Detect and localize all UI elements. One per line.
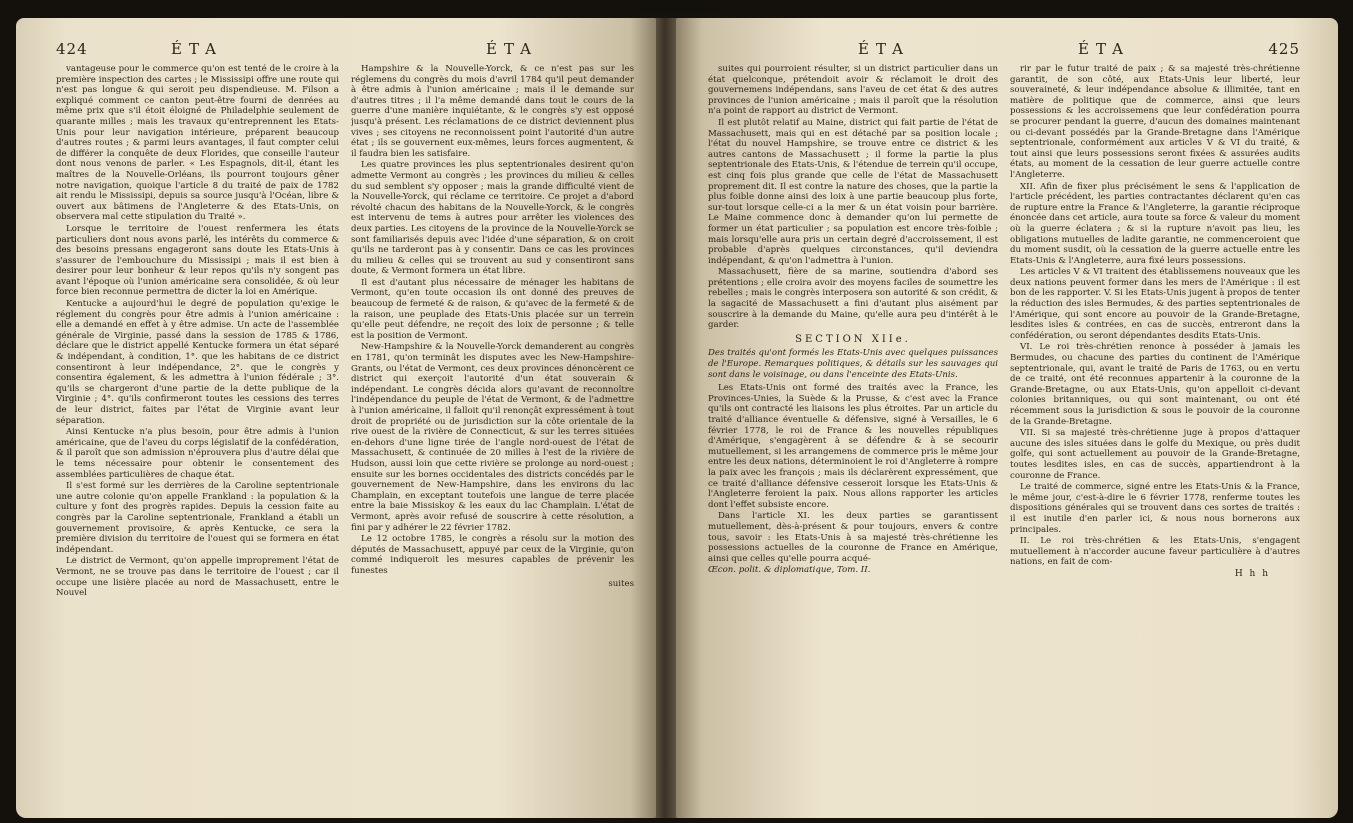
left-page bbox=[16, 18, 656, 818]
paragraph: Lorsque le territoire de l'ouest renfermera les états particuliers dont nous avons parlé, les intérêts du commerce & des besoins pressans engageront sans doute les Etats-Unis à s'assurer de l'embouchure du Mississipi ; mais il est bien à desirer pour leur bonheur & leur repos qu'ils n'y songent pas avant l'époque où l'union américaine sera consolidée, & où leur force bien reconnue permettra de dicter la loi en Amérique. bbox=[56, 223, 339, 298]
running-title: ÉTA bbox=[171, 40, 223, 58]
page-number-right: 425 bbox=[1268, 40, 1300, 58]
paragraph: Le traité de commerce, signé entre les Etats-Unis & la France, le même jour, c'est-à-dire le 6 février 1778, renferme toutes les dispositions générales qui se trouvent dans ces sortes de traités : il est inutile d'en parler ici, & nous nous bornerons aux principales. bbox=[1010, 482, 1300, 535]
text-column bbox=[708, 64, 998, 804]
paragraph: Les quatre provinces les plus septentrionales desirent qu'on admette Vermont au congrès ; les provinces du milieu & celles du sud semblent s'y opposer ; mais la grande difficulté vient de la Nouvelle-Yorck, qui réclame ce territoire. Ce projet a d'abord révolté chacun des habitans de la Nouvelle-Yorck, & le congrès est intervenu de tems à autres pour arrêter les violences des deux parties. Les citoyens de la province de la Nouvelle-Yorck se sont familiarisés depuis avec l'idée d'une séparation, & on croit qu'ils ne tarderont pas à y consentir. Dans ce cas les provinces du milieu & celles qui se trouvent au sud y consentiront sans doute, & Vermont formera un état libre. bbox=[351, 160, 634, 277]
paragraph: Massachusett, fière de sa marine, soutiendra d'abord ses prétentions ; elle croira avoir des moyens faciles de soumettre les rebelles ; mais le congrès interposera son autorité & son crédit, & la sagacité de Massachusett a fini d'autant plus aisément par souscrire à la demande du Maine, qu'elle aura peu d'intérêt à le garder. bbox=[708, 267, 998, 331]
paragraph: Les articles V & VI traitent des établissemens nouveaux que les deux nations peuvent former dans les mers de l'Amérique : il est bon de les rapporter. V. Si les Etats-Unis jugent à propos de tenter la réduction des isles Bermudes, & des parties septentrionales de l'Amérique, qui sont encore au pouvoir de la Grande-Bretagne, lesdites isles & contrées, en cas de succès, entreront dans la confédération, ou seront dépendantes desdits Etats-Unis. bbox=[1010, 267, 1300, 341]
running-title: ÉTA bbox=[858, 40, 910, 58]
paragraph: Il est d'autant plus nécessaire de ménager les habitans de Vermont, qu'en toute occasion ils ont donné des preuves de beaucoup de fermeté & de raison, & qu'avec de la fermeté & de la raison, une peuplade des Etats-Unis placée sur un terrein qu'elle peut défendre, ne reçoit des loix de personne ; & telle est la position de Vermont. bbox=[351, 277, 634, 341]
signature-mark: H h h bbox=[1234, 568, 1270, 579]
text-column bbox=[56, 64, 339, 804]
paragraph: Le 12 octobre 1785, le congrès a résolu sur la motion des députés de Massachusett, appuyé par ceux de la Virginie, qu'on commé indiqueroit les mesures capables de prévenir les funestes bbox=[351, 534, 634, 576]
paragraph: Il est plutôt relatif au Maine, district qui fait partie de l'état de Massachusett, mais qui en est détaché par sa position locale ; l'état du nouvel Hampshire, se trouve entre ce district & les autres cantons de Massachusett ; il forme la partie la plus septentrionale des Etats-Unis, & l'étendue de terrein qu'il occupe, est cinq fois plus grande que celle de l'état de Massachusett proprement dit. Il est contre la nature des choses, que la partie la plus foible donne ainsi des loix à une partie beaucoup plus forte, sur-tout lorsque celle-ci a la mer & un état voisin pour barrière. Le Maine commence donc à demander qu'on lui permette de former un état particulier ; sa population est encore très-foible ; mais lorsqu'elle aura pris un certain degré d'accroissement, il est probable d'après quelques circonstances, qu'il deviendra indépendant, & qu'on l'admettra à l'union. bbox=[708, 117, 998, 266]
text-column bbox=[1010, 64, 1300, 804]
running-head-left bbox=[56, 40, 634, 62]
running-title: ÉTA bbox=[486, 40, 538, 58]
catchword: suites bbox=[608, 578, 634, 589]
paragraph: rir par le futur traité de paix ; & sa majesté très-chrétienne garantit, de son côté, aux Etats-Unis leur liberté, leur souveraineté, & leur indépendance absolue & illimitée, tant en matière de politique que de commerce, ainsi que leurs possessions & les accroissemens que leur confédération pourra se procurer pendant la guerre, d'aucun des domaines maintenant ou ci-devant possédés par la Grande-Bretagne dans l'Amérique septentrionale, conformément aux articles V & VI du traité, & tout ainsi que leurs possessions seront fixées & assurées audits états, au moment de la cessation de leur guerre actuelle contre l'Angleterre. bbox=[1010, 64, 1300, 180]
paragraph: XII. Afin de fixer plus précisément le sens & l'application de l'article précédent, les parties contractantes déclarent qu'en cas de rupture entre la France & l'Angleterre, la garantie réciproque énoncée dans cet article, aura toute sa force & valeur du moment où la guerre éclatera ; & si la rupture n'avoit pas lieu, les obligations mutuelles de ladite garantie, ne commenceroient que du moment susdit, où la cessation de la guerre actuelle entre les Etats-Unis & l'Angleterre, aura fixé leurs possessions. bbox=[1010, 181, 1300, 266]
text-columns bbox=[708, 64, 1300, 804]
paragraph: Dans l'article XI. les deux parties se garantissent mutuellement, dès-à-présent & pour toujours, envers & contre tous, savoir : les Etats-Unis à sa majesté très-chrétienne les possessions actuelles de la couronne de France en Amérique, ainsi que celles qu'elle pourra acqué- bbox=[708, 511, 998, 564]
paragraph: New-Hampshire & la Nouvelle-Yorck demanderent au congrès en 1781, qu'on terminât les disputes avec les New-Hampshire-Grants, ou l'état de Vermont, ces deux provinces dénoncèrent ce district qui exerçoit l'autorité d'un état souverain & indépendant. Le congrès décida alors qu'avant de reconnoître l'indépendance du peuple de l'état de Vermont, & de l'admettre à l'union américaine, il falloit qu'il renonçât expressément à tout droit de propriété ou de jurisdiction sur la côte orientale de la rive ouest de la rivière de Connecticut, & sur les terres situées en-dehors d'une ligne tirée de l'angle nord-ouest de l'état de Massachusett, & continuée de 20 milles à l'est de la rivière de Hudson, aussi loin que cette rivière se prolonge au nord-ouest ; ensuite sur les bornes occidentales des districts concédés par le gouvernement de New-Hampshire, dans les environs du lac Champlain, en exceptant toutefois une langue de terre placée entre la baie Missiskoy & les eaux du lac Champlain. L'état de Vermont, après avoir refusé de souscrire à cette résolution, a fini par y adhérer le 22 février 1782. bbox=[351, 342, 634, 533]
paragraph: Le district de Vermont, qu'on appelle improprement l'état de Vermont, ne se trouve pas dans le territoire de l'ouest ; car il occupe une lisière placée au nord de Massachusett, entre le Nouvel bbox=[56, 556, 339, 599]
running-head-right bbox=[708, 40, 1300, 62]
page-number-left: 424 bbox=[56, 40, 88, 58]
section-title: SECTION XIIe. bbox=[795, 333, 911, 345]
paragraph: Ainsi Kentucke n'a plus besoin, pour être admis à l'union américaine, que de l'aveu du corps législatif de la confédération, & il paroît que son admission n'éprouvera plus d'autre délai que le tems nécessaire pour obtenir le consentement des assemblées particulières de chaque état. bbox=[56, 427, 339, 480]
paragraph: Hampshire & la Nouvelle-Yorck, & ce n'est pas sur les réglemens du congrès du mois d'avril 1784 qu'il peut demander à être admis à l'union américaine ; mais il le demande sur d'autres titres ; il l'a même demandé dans tout le cours de la guerre d'une manière inquiétante, & le congrès s'y est opposé jusqu'à présent. Les réclamations de ce district deviennent plus vives ; ses citoyens ne reconnoissent point l'autorité d'un autre état ; ils se gouvernent eux-mêmes, leurs forces augmentent, & il faudra bien les satisfaire. bbox=[351, 64, 634, 159]
paragraph: suites qui pourroient résulter, si un district particulier dans un état quelconque, prétendoit avoir & réclamoit le droit des gouvernemens indépendans, sans l'aveu de cet état & des autres provinces de l'union américaine ; mais il paroît que la résolution n'a point de rapport au district de Vermont. bbox=[708, 64, 998, 117]
paragraph: VII. Si sa majesté très-chrétienne juge à propos d'attaquer aucune des isles situées dans le golfe du Mexique, ou près dudit golfe, qui sont actuellement au pouvoir de la Grande-Bretagne, toutes lesdites isles, en cas de succès, appartiendront à la couronne de France. bbox=[1010, 428, 1300, 481]
paragraph: VI. Le roi très-chrétien renonce à posséder à jamais les Bermudes, ou chacune des parties du continent de l'Amérique septentrionale, qui, avant le traité de Paris de 1763, ou en vertu de ce traité, ont été reconnues appartenir à la couronne de la Grande-Bretagne, ou aux Etats-Unis, qu'on appelloit ci-devant colonies britanniques, ou qui sont maintenant, ou ont été récemment sous la jurisdiction & sous le pouvoir de la couronne de la Grande-Bretagne. bbox=[1010, 342, 1300, 427]
text-columns bbox=[56, 64, 634, 804]
paragraph: II. Le roi très-chrétien & les Etats-Unis, s'engagent mutuellement à n'accorder aucune faveur particulière à d'autres nations, en fait de com- bbox=[1010, 536, 1300, 568]
paragraph: Il s'est formé sur les derrières de la Caroline septentrionale une autre colonie qu'on appelle Frankland : la population & la culture y font des progrès rapides. Depuis la cession faite au congrès par la Caroline septentrionale, Frankland a établi un gouvernement provisoire, & après Kentucke, ce sera la première division du territoire de l'ouest qui se formera en état indépendant. bbox=[56, 481, 339, 555]
paragraph: Kentucke a aujourd'hui le degré de population qu'exige le réglement du congrès pour être admis à l'union américaine : elle a demandé en effet à y être admise. Un acte de l'assemblée générale de Virginie, passé dans la session de 1785 & 1786, déclare que le district appellé Kentucke formera un état séparé & indépendant, à condition, 1°. que les habitans de ce district consentiront à leur indépendance, 2°. que le congrès y consentira également, & les admettra à l'union fédérale ; 3°. qu'ils se chargeront d'une partie de la dette publique de la Virginie ; 4°. qu'ils confirmeront toutes les cessions des terres de leur district, faites par l'état de Virginie avant leur séparation. bbox=[56, 299, 339, 426]
running-title: ÉTA bbox=[1078, 40, 1130, 58]
right-page bbox=[676, 18, 1338, 818]
paragraph: vantageuse pour le commerce qu'on est tenté de le croire à la première inspection des cartes ; le Mississipi offre une route qui n'est pas longue & qui seroit peu dispendieuse. M. Filson a expliqué comment ce canton peut-être fourni de denrées au même prix que s'il étoit éloigné de Philadelphie seulement de quarante milles ; mais les travaux qu'entreprennent les Etats-Unis pour leur navigation intérieure, préparent beaucoup d'autres routes ; & parmi leurs avantages, il faut compter celui de différer la conquête de deux Florides, que conseille l'auteur dont nous venons de parler. « Les Espagnols, dit-il, étant les maîtres de la Nouvelle-Orléans, ils pourront toujours gêner notre navigation, quoique l'article 8 du traité de paix de 1782 ait rendu le Mississipi, depuis sa source jusqu'à l'Océan, libre & ouvert aux bâtimens de l'Angleterre & des Etats-Unis, on observera mal cette stipulation du Traité ». bbox=[56, 64, 339, 223]
section-summary: Des traités qu'ont formés les Etats-Unis avec quelques puissances de l'Europe. Remarques politiques, & détails sur les sauvages qui sont dans le voisinage, ou dans l'enceinte des Etats-Unis. bbox=[708, 348, 998, 380]
text-column bbox=[351, 64, 634, 804]
footer-title: Œcon. polit. & diplomatique, Tom. II. bbox=[708, 565, 871, 576]
paragraph: Les Etats-Unis ont formé des traités avec la France, les Provinces-Unies, la Suède & la Prusse, & c'est avec la France qu'ils ont contracté les liaisons les plus étroites. Par un article du traité d'alliance éventuelle & défensive, signé à Versailles, le 6 février 1778, le roi de France & les nouvelles républiques d'Amérique, s'engagèrent à se défendre & à se secourir mutuellement, si les arrangemens de commerce pris le même jour entre les deux nations, déterminoient le roi d'Angleterre à rompre la paix avec les françois ; mais ils déclarèrent expressément, que ce traité d'alliance défensive cesseroit lorsque les Etats-Unis & l'Angleterre feroient la paix. Nous allons rapporter les articles dont l'effet subsiste encore. bbox=[708, 383, 998, 510]
